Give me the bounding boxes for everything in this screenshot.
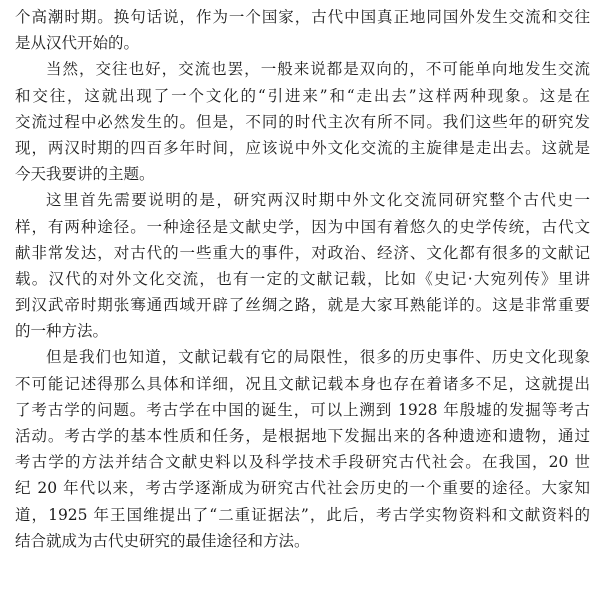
- text-line: 是从汉代开始的。: [15, 34, 140, 53]
- text-line: 个高潮时期。换句话说，作为一个国家，古代中国真正地同国外发生交流和交往: [15, 8, 590, 26]
- text-line: 结合就成为古代史研究的最佳途径和方法。: [15, 531, 310, 550]
- text-line: 道，1925 年王国维提出了“二重证据法”，此后，考古学实物资料和文献资料的: [15, 505, 590, 524]
- text-line: 了考古学的问题。考古学在中国的诞生，可以上溯到 1928 年殷墟的发掘等考古: [15, 400, 590, 419]
- text-line: 的一种方法。: [15, 322, 109, 341]
- text-line: 和交往，这就出现了一个文化的“引进来”和“走出去”这样两种现象。这是在: [15, 86, 590, 105]
- text-line: 当然，交往也好，交流也罢，一般来说都是双向的，不可能单向地发生交流: [46, 60, 590, 79]
- text-line: 但是我们也知道，文献记载有它的局限性，很多的历史事件、历史文化现象: [46, 348, 590, 367]
- text-line: 现，两汉时期的四百多年时间，应该说中外文化交流的主旋律是走出去。这就是: [15, 138, 590, 157]
- text-line: 献非常发达，对古代的一些重大的事件，对政治、经济、文化都有很多的文献记: [15, 243, 590, 262]
- text-line: 交流过程中必然发生的。但是，不同的时代主次有所不同。我们这些年的研究发: [15, 112, 590, 131]
- text-line: 活动。考古学的基本性质和任务，是根据地下发掘出来的各种遗迹和遗物，通过: [15, 427, 590, 445]
- text-line: 到汉武帝时期张骞通西域开辟了丝绸之路，就是大家耳熟能详的。这是非常重要: [15, 296, 590, 315]
- text-line: 这里首先需要说明的是，研究两汉时期中外文化交流同研究整个古代史一: [46, 191, 590, 210]
- text-line: 考古学的方法并结合文献史料以及科学技术手段研究古代社会。在我国，20 世: [15, 453, 590, 472]
- text-line: 纪 20 年代以来，考古学逐渐成为研究古代社会历史的一个重要的途径。大家知: [15, 479, 590, 498]
- text-line: 今天我要讲的主题。: [15, 165, 155, 184]
- text-line: 载。汉代的对外文化交流，也有一定的文献记载，比如《史记·大宛列传》里讲: [15, 269, 590, 288]
- text-line: 不可能记述得那么具体和详细，况且文献记载本身也存在着诸多不足，这就提出: [15, 374, 590, 393]
- text-line: 样，有两种途径。一种途径是文献史学，因为中国有着悠久的史学传统，古代文: [15, 217, 590, 236]
